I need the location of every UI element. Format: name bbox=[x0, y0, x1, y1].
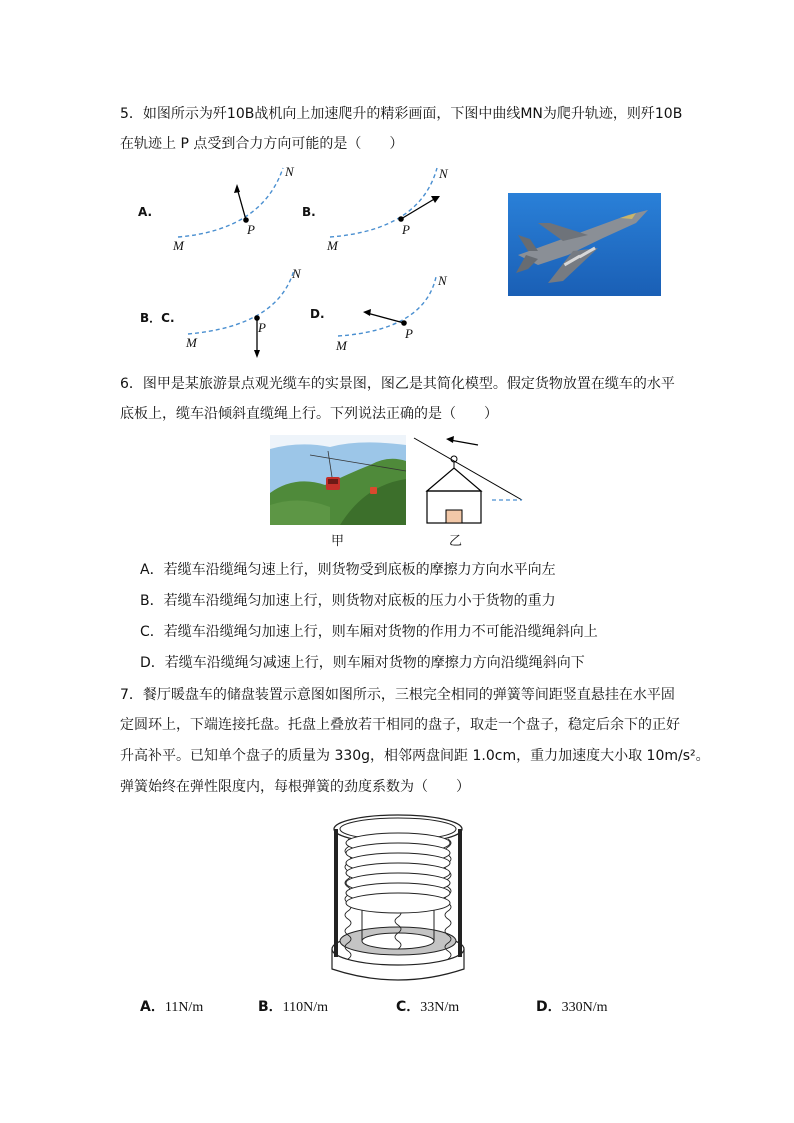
q7-option-b-key: B． bbox=[258, 999, 283, 1015]
cable-car-model bbox=[0, 0, 1, 1]
q7-option-a bbox=[140, 997, 203, 1018]
q7-option-d-value: 330N/m bbox=[561, 1000, 608, 1015]
q7-option-c-value: 33N/m bbox=[420, 1000, 460, 1015]
q5-stem-line1: 5．如图所示为歼10B战机向上加速爬升的精彩画面，下图中曲线MN为爬升轨迹，则歼10B bbox=[120, 106, 683, 122]
q6-option-c: C．若缆车沿缆绳匀加速上行，则车厢对货物的作用力不可能沿缆绳斜向上 bbox=[140, 624, 598, 640]
q7-option-d-key: D． bbox=[536, 999, 562, 1015]
q5-c-label-m: M bbox=[186, 335, 197, 350]
q7-option-b bbox=[258, 997, 328, 1018]
q5-diagram-c-label: B．C. bbox=[140, 311, 175, 325]
cable-car-photo bbox=[270, 435, 406, 525]
q5-d-label-m: M bbox=[336, 338, 347, 353]
q5-c-label-n: N bbox=[292, 266, 301, 281]
q6-option-a: A．若缆车沿缆绳匀速上行，则货物受到底板的摩擦力方向水平向左 bbox=[140, 562, 556, 578]
q5-diagram-b-label: B. bbox=[302, 205, 316, 219]
q7-option-b-value: 110N/m bbox=[282, 1000, 329, 1015]
q7-option-a-key: A． bbox=[140, 999, 165, 1015]
q5-diagram-d-label: D. bbox=[310, 307, 325, 321]
q6-caption-jia: 甲 bbox=[331, 534, 345, 549]
q7-stem-line3: 升高补平。已知单个盘子的质量为 330g，相邻两盘间距 1.0cm，重力加速度大小取 10m/s²。 bbox=[120, 748, 710, 764]
q5-b-label-p: P bbox=[402, 222, 410, 237]
q7-option-c bbox=[396, 997, 459, 1018]
q7-stem-line1: 7．餐厅暖盘车的储盘装置示意图如图所示，三根完全相同的弹簧等间距竖直悬挂在水平固 bbox=[120, 687, 675, 703]
q7-option-d bbox=[536, 997, 608, 1018]
q6-stem-line1: 6．图甲是某旅游景点观光缆车的实景图，图乙是其简化模型。假定货物放置在缆车的水平 bbox=[120, 376, 675, 392]
q5-d-label-n: N bbox=[438, 273, 447, 288]
q6-stem-line2: 底板上，缆车沿倾斜直缆绳上行。下列说法正确的是（ ） bbox=[120, 406, 498, 422]
q5-d-label-p: P bbox=[405, 326, 413, 341]
q5-diagram-a-label: A. bbox=[138, 205, 153, 219]
q6-option-d: D．若缆车沿缆绳匀减速上行，则车厢对货物的摩擦力方向沿缆绳斜向下 bbox=[140, 655, 585, 671]
q5-a-label-p: P bbox=[247, 222, 255, 237]
q7-option-c-key: C． bbox=[396, 999, 421, 1015]
q7-option-a-value: 11N/m bbox=[164, 1000, 204, 1015]
plate-warmer-diagram bbox=[324, 809, 472, 985]
q6-option-b: B．若缆车沿缆绳匀加速上行，则货物对底板的压力小于货物的重力 bbox=[140, 593, 556, 609]
q5-c-label-p: P bbox=[258, 320, 266, 335]
q5-a-label-m: M bbox=[173, 238, 184, 253]
q6-caption-yi: 乙 bbox=[449, 534, 463, 549]
q5-b-label-n: N bbox=[439, 166, 448, 181]
q7-stem-line4: 弹簧始终在弹性限度内，每根弹簧的劲度系数为（ ） bbox=[120, 779, 470, 795]
q7-stem-line2: 定圆环上，下端连接托盘。托盘上叠放若干相同的盘子，取走一个盘子，稳定后余下的正好 bbox=[120, 717, 680, 733]
q5-stem-line2: 在轨迹上 P 点受到合力方向可能的是（ ） bbox=[120, 136, 404, 152]
q5-b-label-m: M bbox=[327, 238, 338, 253]
jet-fighter-photo bbox=[508, 193, 661, 296]
q5-a-label-n: N bbox=[285, 164, 294, 179]
